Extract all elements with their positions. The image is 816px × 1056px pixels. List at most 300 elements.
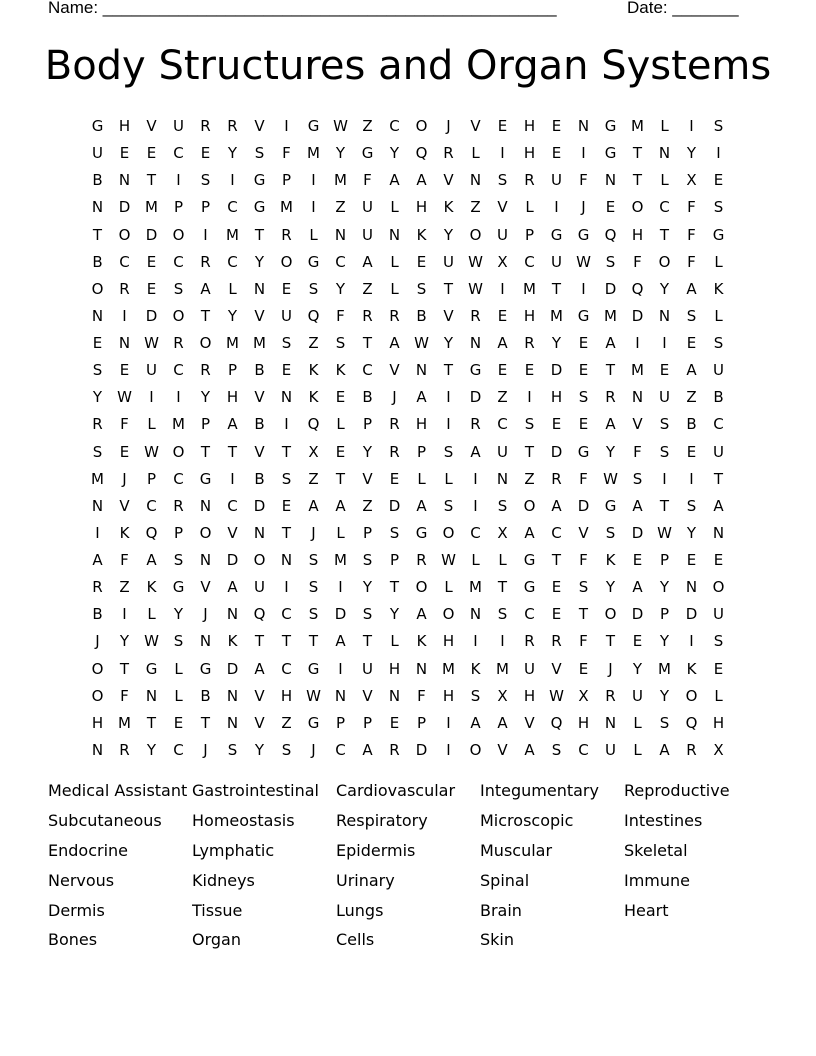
- grid-letter: K: [686, 659, 697, 678]
- grid-letter: T: [200, 442, 211, 461]
- grid-letter: N: [631, 388, 644, 407]
- grid-letter: V: [362, 686, 373, 705]
- grid-letter: Q: [631, 279, 644, 298]
- grid-letter: Y: [119, 632, 130, 651]
- grid-letter: U: [713, 442, 724, 461]
- grid-letter: G: [172, 578, 185, 597]
- grid-letter: S: [659, 713, 670, 732]
- grid-letter: G: [253, 171, 266, 190]
- grid-letter: I: [500, 632, 505, 651]
- grid-letter: G: [253, 198, 266, 217]
- grid-letter: N: [253, 523, 266, 542]
- grid-letter: S: [335, 334, 346, 353]
- grid-letter: A: [389, 334, 400, 353]
- grid-letter: Y: [389, 144, 400, 163]
- grid-letter: D: [226, 551, 239, 570]
- grid-letter: C: [335, 252, 346, 271]
- grid-letter: O: [199, 523, 212, 542]
- grid-letter: F: [633, 252, 642, 271]
- grid-letter: C: [281, 605, 292, 624]
- grid-letter: C: [659, 198, 670, 217]
- grid-letter: V: [443, 171, 454, 190]
- grid-letter: J: [311, 523, 316, 542]
- grid-letter: I: [122, 306, 127, 325]
- grid-letter: T: [308, 632, 319, 651]
- grid-letter: F: [363, 171, 372, 190]
- grid-letter: Y: [92, 388, 103, 407]
- grid-letter: L: [525, 198, 534, 217]
- grid-letter: T: [659, 225, 670, 244]
- grid-letter: H: [415, 198, 428, 217]
- grid-letter: R: [551, 632, 562, 651]
- grid-letter: V: [362, 469, 373, 488]
- grid-letter: A: [416, 388, 427, 407]
- grid-letter: H: [550, 388, 563, 407]
- grid-letter: W: [333, 117, 348, 136]
- grid-letter: O: [712, 578, 725, 597]
- grid-letter: U: [362, 225, 373, 244]
- grid-letter: S: [389, 523, 400, 542]
- word-list-item: Microscopic: [480, 811, 574, 831]
- grid-letter: O: [91, 279, 104, 298]
- grid-letter: R: [524, 334, 535, 353]
- word-list-item: Intestines: [624, 811, 703, 831]
- grid-letter: F: [687, 252, 696, 271]
- grid-letter: F: [120, 415, 129, 434]
- grid-letter: T: [146, 171, 157, 190]
- grid-letter: E: [659, 361, 670, 380]
- grid-letter: A: [308, 496, 319, 515]
- grid-letter: E: [632, 551, 643, 570]
- grid-letter: M: [307, 144, 320, 163]
- grid-letter: G: [307, 117, 320, 136]
- grid-letter: L: [147, 415, 156, 434]
- grid-letter: J: [311, 740, 316, 759]
- grid-letter: U: [146, 361, 157, 380]
- grid-letter: I: [689, 469, 694, 488]
- word-list-item: Tissue: [192, 900, 243, 920]
- grid-letter: Y: [686, 144, 697, 163]
- grid-letter: D: [469, 388, 482, 407]
- grid-letter: G: [604, 144, 617, 163]
- grid-letter: D: [118, 198, 131, 217]
- grid-letter: S: [362, 605, 373, 624]
- grid-letter: R: [389, 442, 400, 461]
- grid-letter: N: [91, 496, 104, 515]
- grid-letter: J: [392, 388, 397, 407]
- grid-letter: R: [605, 686, 616, 705]
- grid-letter: A: [389, 171, 400, 190]
- grid-letter: L: [471, 551, 480, 570]
- grid-letter: N: [388, 686, 401, 705]
- grid-letter: I: [500, 279, 505, 298]
- grid-letter: I: [284, 415, 289, 434]
- grid-letter: Y: [254, 740, 265, 759]
- grid-letter: L: [336, 415, 345, 434]
- grid-letter: E: [524, 361, 535, 380]
- grid-letter: S: [551, 740, 562, 759]
- grid-letter: U: [713, 605, 724, 624]
- grid-letter: N: [118, 334, 131, 353]
- grid-letter: U: [254, 578, 265, 597]
- grid-letter: T: [551, 279, 562, 298]
- grid-letter: F: [579, 171, 588, 190]
- grid-letter: E: [416, 252, 427, 271]
- grid-letter: I: [311, 171, 316, 190]
- grid-letter: R: [281, 225, 292, 244]
- grid-letter: G: [91, 117, 104, 136]
- grid-letter: U: [497, 225, 508, 244]
- grid-letter: K: [308, 361, 319, 380]
- grid-letter: W: [117, 388, 132, 407]
- grid-letter: Q: [604, 225, 617, 244]
- grid-letter: I: [473, 632, 478, 651]
- grid-letter: S: [281, 334, 292, 353]
- grid-letter: S: [524, 415, 535, 434]
- word-list-item: Skin: [480, 930, 515, 950]
- grid-letter: F: [687, 225, 696, 244]
- grid-letter: A: [497, 334, 508, 353]
- grid-letter: Y: [335, 144, 346, 163]
- grid-letter: X: [497, 523, 508, 542]
- grid-letter: R: [200, 117, 211, 136]
- grid-letter: U: [524, 659, 535, 678]
- grid-letter: T: [146, 713, 157, 732]
- grid-letter: X: [308, 442, 319, 461]
- grid-letter: I: [500, 144, 505, 163]
- grid-letter: A: [146, 551, 157, 570]
- grid-letter: S: [443, 442, 454, 461]
- grid-letter: S: [632, 469, 643, 488]
- grid-letter: V: [254, 306, 265, 325]
- grid-letter: X: [686, 171, 697, 190]
- grid-letter: V: [497, 198, 508, 217]
- grid-letter: H: [631, 225, 644, 244]
- grid-letter: W: [144, 442, 159, 461]
- grid-letter: G: [469, 361, 482, 380]
- grid-letter: B: [362, 388, 373, 407]
- grid-letter: U: [713, 361, 724, 380]
- word-list-item: Lymphatic: [192, 840, 275, 860]
- grid-letter: T: [362, 632, 373, 651]
- grid-letter: W: [549, 686, 564, 705]
- grid-letter: Z: [362, 496, 373, 515]
- grid-letter: G: [577, 442, 590, 461]
- grid-letter: E: [281, 361, 292, 380]
- grid-letter: N: [280, 551, 293, 570]
- grid-letter: T: [605, 632, 616, 651]
- grid-letter: Y: [200, 388, 211, 407]
- grid-letter: Q: [550, 713, 563, 732]
- grid-letter: A: [713, 496, 724, 515]
- grid-letter: M: [469, 578, 482, 597]
- grid-letter: I: [446, 388, 451, 407]
- grid-letter: R: [119, 279, 130, 298]
- grid-letter: L: [714, 686, 723, 705]
- grid-letter: E: [119, 442, 130, 461]
- grid-letter: Y: [659, 632, 670, 651]
- grid-letter: A: [335, 632, 346, 651]
- grid-letter: D: [631, 523, 644, 542]
- grid-letter: H: [712, 713, 725, 732]
- grid-letter: F: [579, 469, 588, 488]
- grid-letter: E: [713, 171, 724, 190]
- grid-letter: A: [605, 415, 616, 434]
- grid-letter: E: [578, 334, 589, 353]
- grid-letter: H: [442, 686, 455, 705]
- grid-letter: Y: [605, 578, 616, 597]
- grid-letter: E: [551, 117, 562, 136]
- name-field: Name: ________________________________________________: [48, 0, 557, 17]
- grid-letter: B: [92, 171, 103, 190]
- grid-letter: V: [119, 496, 130, 515]
- grid-letter: R: [389, 740, 400, 759]
- grid-letter: H: [91, 713, 104, 732]
- grid-letter: L: [498, 551, 507, 570]
- grid-letter: U: [497, 442, 508, 461]
- grid-letter: N: [199, 496, 212, 515]
- grid-letter: O: [442, 605, 455, 624]
- grid-letter: S: [200, 171, 211, 190]
- grid-letter: A: [497, 713, 508, 732]
- grid-letter: A: [632, 496, 643, 515]
- grid-letter: A: [227, 578, 238, 597]
- grid-letter: O: [604, 605, 617, 624]
- grid-letter: P: [281, 171, 292, 190]
- grid-letter: A: [632, 578, 643, 597]
- grid-letter: W: [576, 252, 591, 271]
- grid-letter: M: [523, 279, 536, 298]
- grid-letter: L: [660, 117, 669, 136]
- word-list-item: Cardiovascular: [336, 781, 456, 801]
- grid-letter: R: [389, 415, 400, 434]
- grid-letter: T: [605, 361, 616, 380]
- grid-letter: F: [120, 686, 129, 705]
- grid-letter: F: [633, 442, 642, 461]
- grid-letter: E: [713, 659, 724, 678]
- grid-letter: T: [497, 578, 508, 597]
- grid-letter: I: [581, 279, 586, 298]
- date-field: Date: _______: [627, 0, 739, 17]
- grid-letter: B: [254, 361, 265, 380]
- grid-letter: F: [579, 632, 588, 651]
- grid-letter: Y: [335, 279, 346, 298]
- grid-letter: D: [604, 279, 617, 298]
- grid-letter: P: [200, 198, 211, 217]
- grid-letter: Q: [307, 306, 320, 325]
- grid-letter: D: [631, 605, 644, 624]
- grid-letter: N: [577, 117, 590, 136]
- grid-letter: E: [389, 469, 400, 488]
- grid-letter: L: [228, 279, 237, 298]
- grid-letter: T: [335, 469, 346, 488]
- grid-letter: P: [416, 713, 427, 732]
- grid-letter: E: [146, 252, 157, 271]
- grid-letter: W: [144, 632, 159, 651]
- grid-letter: C: [578, 740, 589, 759]
- grid-letter: U: [362, 198, 373, 217]
- grid-letter: A: [254, 659, 265, 678]
- grid-letter: N: [388, 225, 401, 244]
- grid-letter: G: [199, 659, 212, 678]
- grid-letter: U: [281, 306, 292, 325]
- grid-letter: N: [604, 171, 617, 190]
- grid-letter: S: [497, 605, 508, 624]
- grid-letter: T: [200, 713, 211, 732]
- grid-letter: O: [469, 225, 482, 244]
- grid-letter: X: [497, 252, 508, 271]
- grid-letter: A: [551, 496, 562, 515]
- grid-letter: R: [362, 306, 373, 325]
- grid-letter: M: [118, 713, 131, 732]
- grid-letter: D: [388, 496, 401, 515]
- grid-letter: A: [200, 279, 211, 298]
- grid-letter: Z: [362, 279, 373, 298]
- grid-letter: A: [416, 171, 427, 190]
- grid-letter: C: [281, 659, 292, 678]
- word-list-item: Integumentary: [480, 781, 599, 801]
- grid-letter: R: [416, 551, 427, 570]
- word-list-item: Epidermis: [336, 840, 416, 860]
- grid-letter: I: [338, 659, 343, 678]
- grid-letter: T: [524, 442, 535, 461]
- grid-letter: N: [91, 198, 104, 217]
- grid-letter: R: [119, 740, 130, 759]
- grid-letter: T: [551, 551, 562, 570]
- grid-letter: I: [149, 388, 154, 407]
- grid-letter: E: [551, 144, 562, 163]
- grid-letter: P: [173, 523, 184, 542]
- grid-letter: Y: [362, 578, 373, 597]
- grid-letter: B: [416, 306, 427, 325]
- grid-letter: A: [524, 740, 535, 759]
- grid-letter: G: [307, 252, 320, 271]
- grid-letter: R: [470, 306, 481, 325]
- grid-letter: O: [172, 442, 185, 461]
- grid-letter: N: [118, 171, 131, 190]
- grid-letter: Y: [605, 442, 616, 461]
- grid-letter: H: [442, 632, 455, 651]
- grid-letter: P: [659, 605, 670, 624]
- grid-letter: I: [473, 496, 478, 515]
- word-list-item: Cells: [336, 930, 375, 950]
- grid-letter: D: [145, 306, 158, 325]
- grid-letter: Q: [685, 713, 698, 732]
- grid-letter: E: [578, 361, 589, 380]
- grid-letter: V: [254, 442, 265, 461]
- grid-letter: M: [631, 361, 644, 380]
- grid-letter: Y: [389, 605, 400, 624]
- grid-letter: S: [443, 496, 454, 515]
- grid-letter: S: [713, 334, 724, 353]
- grid-letter: W: [144, 334, 159, 353]
- grid-letter: V: [524, 713, 535, 732]
- grid-letter: B: [92, 252, 103, 271]
- grid-letter: H: [523, 306, 536, 325]
- grid-letter: L: [390, 198, 399, 217]
- grid-letter: R: [200, 252, 211, 271]
- grid-letter: A: [362, 252, 373, 271]
- grid-letter: S: [227, 740, 238, 759]
- grid-letter: V: [470, 117, 481, 136]
- grid-letter: M: [658, 659, 671, 678]
- grid-letter: B: [200, 686, 211, 705]
- grid-letter: M: [280, 198, 293, 217]
- grid-letter: S: [605, 252, 616, 271]
- word-list-item: Skeletal: [624, 840, 688, 860]
- grid-letter: S: [713, 198, 724, 217]
- grid-letter: N: [334, 686, 347, 705]
- grid-letter: N: [199, 551, 212, 570]
- grid-letter: A: [335, 496, 346, 515]
- grid-letter: R: [470, 415, 481, 434]
- grid-letter: U: [551, 171, 562, 190]
- grid-letter: L: [174, 659, 183, 678]
- grid-letter: M: [496, 659, 509, 678]
- grid-letter: C: [227, 198, 238, 217]
- grid-letter: C: [119, 252, 130, 271]
- grid-letter: W: [441, 551, 456, 570]
- grid-letter: H: [577, 713, 590, 732]
- grid-letter: E: [686, 442, 697, 461]
- grid-letter: T: [443, 361, 454, 380]
- grid-letter: Z: [119, 578, 130, 597]
- grid-letter: E: [713, 551, 724, 570]
- grid-letter: R: [92, 578, 103, 597]
- grid-letter: O: [199, 334, 212, 353]
- page-title: Body Structures and Organ Systems: [44, 43, 772, 89]
- grid-letter: J: [203, 605, 208, 624]
- grid-letter: X: [713, 740, 724, 759]
- word-list-item: Brain: [480, 900, 522, 920]
- grid-letter: P: [389, 551, 400, 570]
- grid-letter: Z: [362, 117, 373, 136]
- grid-letter: M: [91, 469, 104, 488]
- grid-letter: C: [146, 496, 157, 515]
- grid-letter: N: [712, 523, 725, 542]
- grid-letter: C: [227, 252, 238, 271]
- word-list-item: Lungs: [336, 900, 384, 920]
- grid-letter: P: [416, 442, 427, 461]
- grid-letter: E: [497, 306, 508, 325]
- grid-letter: T: [200, 306, 211, 325]
- grid-letter: Q: [145, 523, 158, 542]
- grid-letter: S: [92, 442, 103, 461]
- grid-letter: L: [660, 171, 669, 190]
- grid-letter: C: [524, 605, 535, 624]
- grid-letter: O: [523, 496, 536, 515]
- grid-letter: K: [416, 632, 427, 651]
- grid-letter: Y: [146, 740, 157, 759]
- grid-letter: R: [92, 415, 103, 434]
- grid-letter: P: [362, 523, 373, 542]
- grid-letter: S: [173, 551, 184, 570]
- grid-letter: I: [662, 469, 667, 488]
- grid-letter: E: [200, 144, 211, 163]
- grid-letter: J: [95, 632, 100, 651]
- grid-letter: P: [146, 469, 157, 488]
- grid-letter: G: [415, 523, 428, 542]
- grid-letter: C: [524, 252, 535, 271]
- grid-letter: H: [226, 388, 239, 407]
- grid-letter: S: [659, 415, 670, 434]
- grid-letter: O: [172, 306, 185, 325]
- grid-letter: V: [254, 686, 265, 705]
- grid-letter: M: [550, 306, 563, 325]
- grid-letter: W: [306, 686, 321, 705]
- grid-letter: N: [226, 713, 239, 732]
- grid-letter: I: [473, 469, 478, 488]
